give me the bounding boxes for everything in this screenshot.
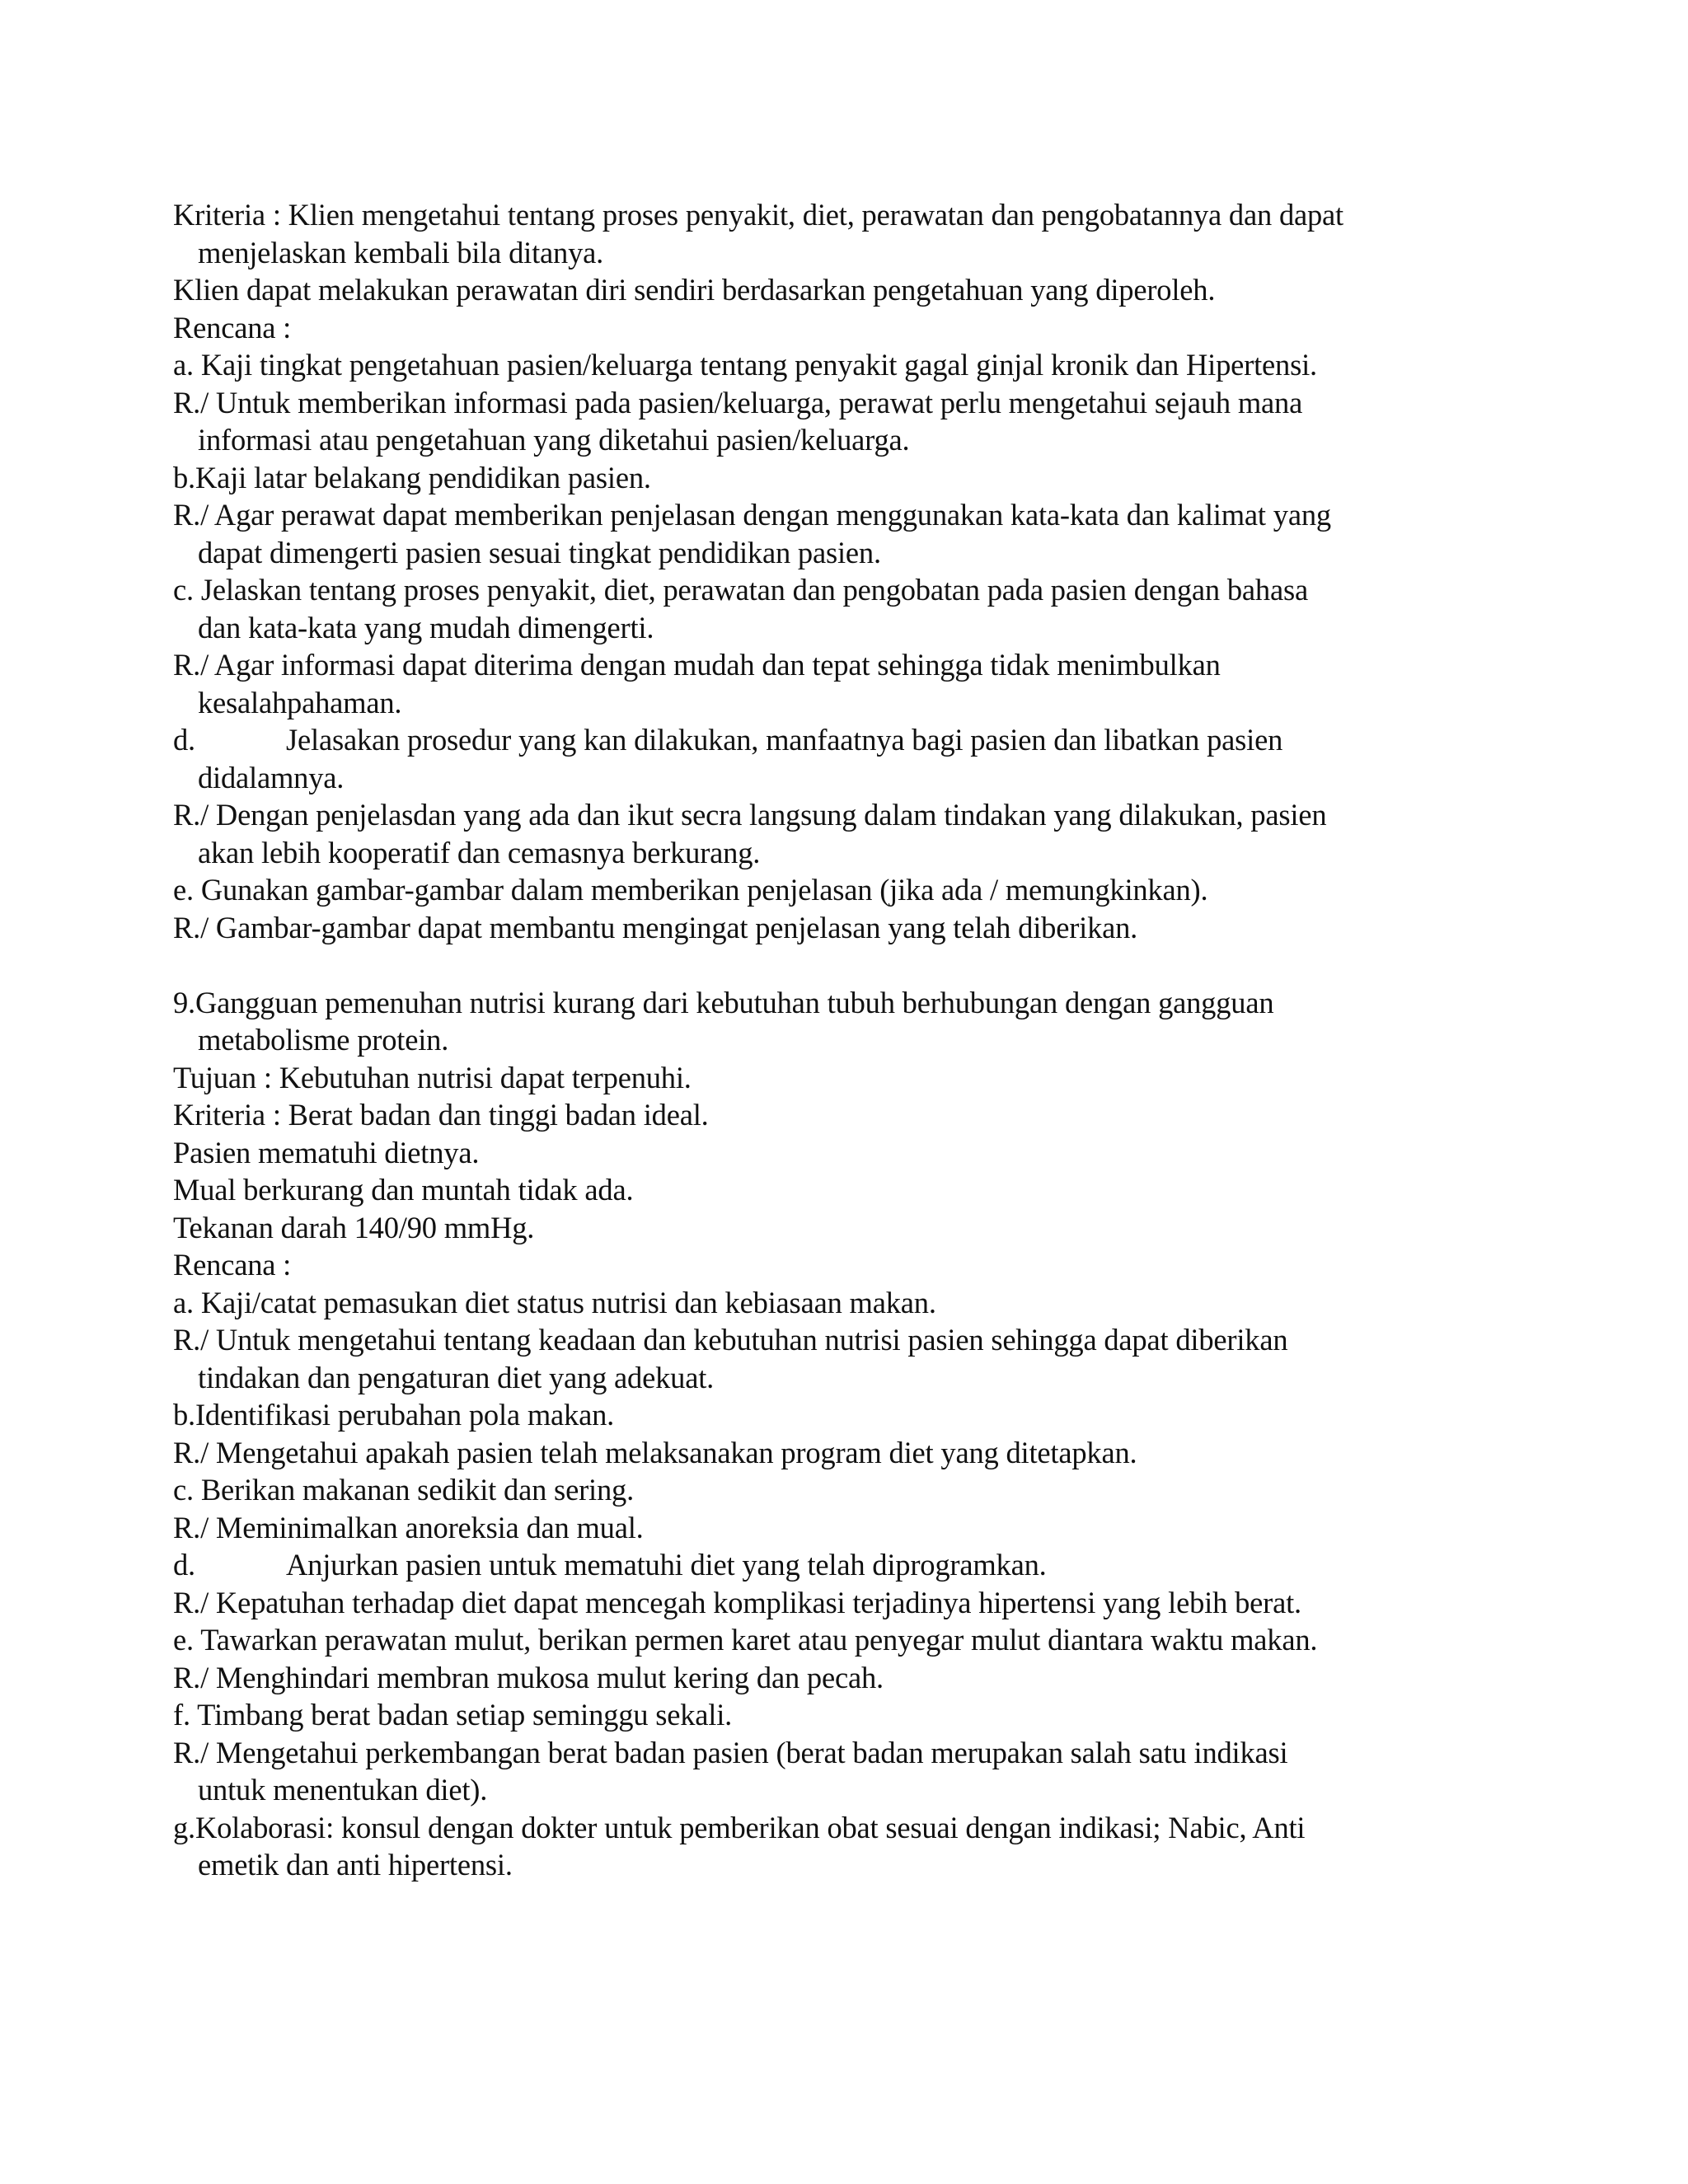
list-item-d-prosedur: [173, 721, 1525, 759]
text-line: a. Kaji tingkat pengetahuan pasien/keluarga tentang penyakit gagal ginjal kronik dan Hipertensi.: [173, 348, 1317, 382]
text-line: dapat dimengerti pasien sesuai tingkat pendidikan pasien.: [198, 535, 881, 569]
section-kriteria-rencana: [173, 196, 1525, 721]
text-line: b.Kaji latar belakang pendidikan pasien.: [173, 460, 651, 494]
text-line: menjelaskan kembali bila ditanya.: [198, 235, 604, 269]
section-rencana-continued: [173, 759, 1525, 947]
text-line: b.Identifikasi perubahan pola makan.: [173, 1398, 615, 1432]
text-line: dan kata-kata yang mudah dimengerti.: [198, 610, 654, 644]
text-line: kesalahpahaman.: [198, 685, 402, 719]
text-line: R./ Menghindari membran mukosa mulut kering dan pecah.: [173, 1660, 884, 1694]
section-nutrisi-continued: [173, 1584, 1525, 1884]
list-item-d-diet: [173, 1546, 1525, 1584]
list-item-label: d.: [173, 723, 195, 757]
text-line: emetik dan anti hipertensi.: [198, 1848, 513, 1882]
text-line: Rencana :: [173, 1248, 292, 1282]
list-item-text: Anjurkan pasien untuk mematuhi diet yang telah diprogramkan.: [286, 1548, 1047, 1582]
text-line: c. Berikan makanan sedikit dan sering.: [173, 1473, 634, 1507]
text-line: Klien dapat melakukan perawatan diri sendiri berdasarkan pengetahuan yang diperoleh.: [173, 273, 1216, 307]
list-item-text: Jelasakan prosedur yang kan dilakukan, manfaatnya bagi pasien dan libatkan pasien: [286, 723, 1283, 757]
text-line: Tujuan : Kebutuhan nutrisi dapat terpenuhi.: [173, 1060, 692, 1094]
text-line: R./ Agar perawat dapat memberikan penjelasan dengan menggunakan kata-kata dan kalimat yang: [173, 498, 1331, 532]
text-line: R./ Gambar-gambar dapat membantu mengingat penjelasan yang telah diberikan.: [173, 910, 1138, 944]
text-line: tindakan dan pengaturan diet yang adekuat.: [198, 1360, 715, 1394]
text-line: e. Gunakan gambar-gambar dalam memberikan penjelasan (jika ada / memungkinkan).: [173, 873, 1208, 907]
text-line: Kriteria : Klien mengetahui tentang proses penyakit, diet, perawatan dan pengobatannya dan dapat: [173, 198, 1344, 232]
section-nutrisi: [173, 984, 1525, 1547]
text-line: Kriteria : Berat badan dan tinggi badan ideal.: [173, 1098, 709, 1132]
text-line: R./ Untuk mengetahui tentang keadaan dan kebutuhan nutrisi pasien sehingga dapat diberikan: [173, 1323, 1288, 1357]
text-line: untuk menentukan diet).: [198, 1773, 488, 1807]
document-body: [173, 196, 1525, 1884]
text-line: Tekanan darah 140/90 mmHg.: [173, 1210, 535, 1244]
text-line: R./ Untuk memberikan informasi pada pasien/keluarga, perawat perlu mengetahui sejauh mana: [173, 385, 1303, 419]
text-line: R./ Mengetahui apakah pasien telah melaksanakan program diet yang ditetapkan.: [173, 1435, 1137, 1469]
text-line: Pasien mematuhi dietnya.: [173, 1135, 480, 1169]
text-line: metabolisme protein.: [198, 1023, 449, 1057]
text-line: a. Kaji/catat pemasukan diet status nutrisi dan kebiasaan makan.: [173, 1285, 936, 1319]
text-line: R./ Kepatuhan terhadap diet dapat mencegah komplikasi terjadinya hipertensi yang lebih berat.: [173, 1585, 1301, 1619]
text-line: R./ Meminimalkan anoreksia dan mual.: [173, 1510, 644, 1544]
text-line: g.Kolaborasi: konsul dengan dokter untuk pemberikan obat sesuai dengan indikasi; Nabic, Anti: [173, 1810, 1306, 1844]
text-line: c. Jelaskan tentang proses penyakit, diet, perawatan dan pengobatan pada pasien dengan bahasa: [173, 573, 1308, 607]
text-line: Mual berkurang dan muntah tidak ada.: [173, 1173, 634, 1207]
text-line: f. Timbang berat badan setiap seminggu sekali.: [173, 1698, 733, 1732]
text-line: e. Tawarkan perawatan mulut, berikan permen karet atau penyegar mulut diantara waktu makan.: [173, 1623, 1318, 1657]
text-line: R./ Mengetahui perkembangan berat badan pasien (berat badan merupakan salah satu indikasi: [173, 1735, 1288, 1769]
text-line: Rencana :: [173, 310, 292, 344]
text-line: R./ Dengan penjelasdan yang ada dan ikut secra langsung dalam tindakan yang dilakukan, pasien: [173, 798, 1327, 832]
text-line: informasi atau pengetahuan yang diketahui pasien/keluarga.: [198, 423, 910, 457]
text-line: R./ Agar informasi dapat diterima dengan mudah dan tepat sehingga tidak menimbulkan: [173, 648, 1221, 682]
list-item-label: d.: [173, 1548, 195, 1582]
text-line: 9.Gangguan pemenuhan nutrisi kurang dari kebutuhan tubuh berhubungan dengan gangguan: [173, 985, 1274, 1019]
paragraph-spacer: [173, 946, 1525, 984]
text-line: didalamnya.: [198, 760, 345, 794]
text-line: akan lebih kooperatif dan cemasnya berkurang.: [198, 835, 761, 869]
